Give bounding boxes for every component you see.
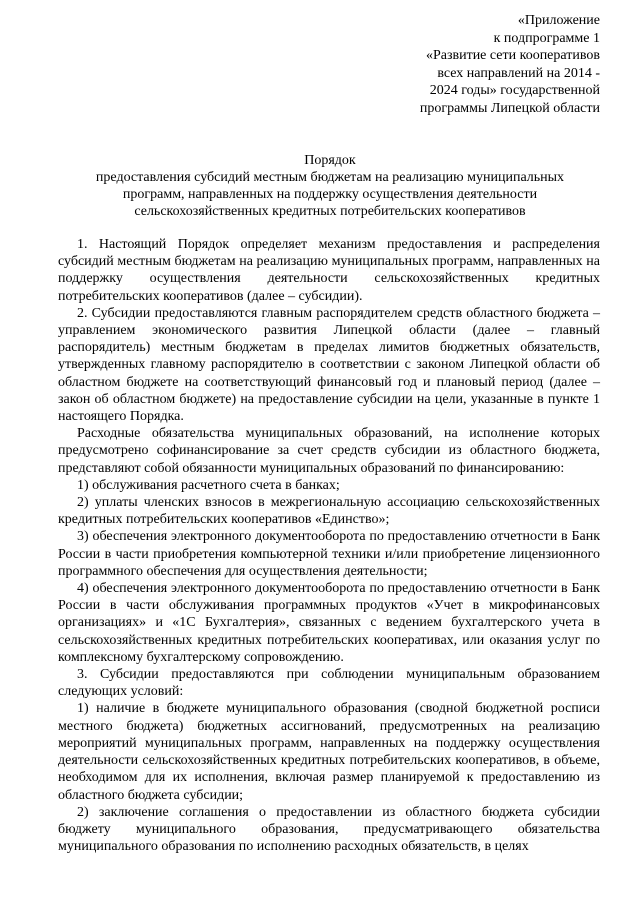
list-item: 3) обеспечения электронного документооборота по предоставлению отчетности в Банк России в части приобретения компьютерной техники и/или приобретение лицензионного программного обеспечения для осуществления деятельности; (58, 529, 600, 579)
list-item: 4) обеспечения электронного документооборота по предоставлению отчетности в Банк России в части обслуживания программных продуктов «Учет в микрофинансовых организациях» и «1С Бухгалтерия», связанных с ведением бухгалтерского учета в сельскохозяйственных кредитных потребительских кооперативах, или оказания услуг по комплексному бухгалтерскому сопровождению. (58, 581, 600, 665)
paragraph-2: 2. Субсидии предоставляются главным распорядителем средств областного бюджета – управлением экономического развития Липецкой области (далее – главный распорядитель) местным бюджетам в пределах лимитов бюджетных обязательств, утвержденных главному распорядителю в соответствии с законом Липецкой области об областном бюджете на соответствующий финансовый год и плановый период (далее – закон об областном бюджете) на предоставление субсидии на цели, указанные в пункте 1 настоящего Порядка. (58, 305, 600, 425)
appendix-line: 2024 годы» государственной (429, 83, 600, 98)
appendix-line: всех направлений на 2014 - (437, 65, 600, 81)
appendix-line: «Развитие сети кооперативов (425, 48, 600, 63)
paragraph-1: 1. Настоящий Порядок определяет механизм предоставления и распределения субсидий местным бюджетам на реализацию муниципальных программ, направленных на поддержку осуществления деятельности сельскохозяйственных кредитных потребительских кооперативов (далее – субсидии). (58, 237, 600, 304)
title-subtitle-line: сельскохозяйственных кредитных потребительских кооперативов (134, 204, 526, 219)
title-subtitle-line: предоставления субсидий местным бюджетам на реализацию муниципальных (95, 170, 565, 185)
appendix-line: «Приложение (517, 13, 600, 28)
paragraph-obligations: Расходные обязательства муниципальных образований, на исполнение которых предусмотрено софинансирование за счет средств субсидии из областного бюджета, представляют собой обязанности муниципальных образований по финансированию: (58, 426, 600, 476)
appendix-line: программы Липецкой области (419, 100, 600, 116)
list-item: 2) уплаты членских взносов в межрегиональную ассоциацию сельскохозяйственных кредитных потребительских кооперативов «Единство»; (58, 495, 600, 528)
list-item: 1) обслуживания расчетного счета в банках; (77, 477, 340, 493)
list-item: 1) наличие в бюджете муниципального образования (сводной бюджетной росписи местного бюджета) бюджетных ассигнований, предусмотренных на реализацию мероприятий муниципальных программ, направленных на поддержку осуществления деятельности сельскохозяйственных кредитных потребительских кооперативов, в объеме, необходимом для их исполнения, включая размер планируемой к предоставлению из областного бюджета субсидии; (58, 701, 600, 803)
appendix-line: к подпрограмме 1 (493, 30, 600, 46)
document-title (40, 152, 620, 220)
appendix-note (370, 12, 600, 117)
document-body (58, 236, 600, 855)
title-heading: Порядок (304, 153, 356, 168)
list-item: 2) заключение соглашения о предоставлении из областного бюджета субсидии бюджету муниципального образования, предусматривающего обязательства муниципального образования по исполнению расходных обязательств, в целях (58, 804, 600, 855)
title-subtitle-line: программ, направленных на поддержку осуществления деятельности (122, 187, 538, 202)
paragraph-3: 3. Субсидии предоставляются при соблюдении муниципальным образованием следующих условий: (58, 667, 600, 700)
